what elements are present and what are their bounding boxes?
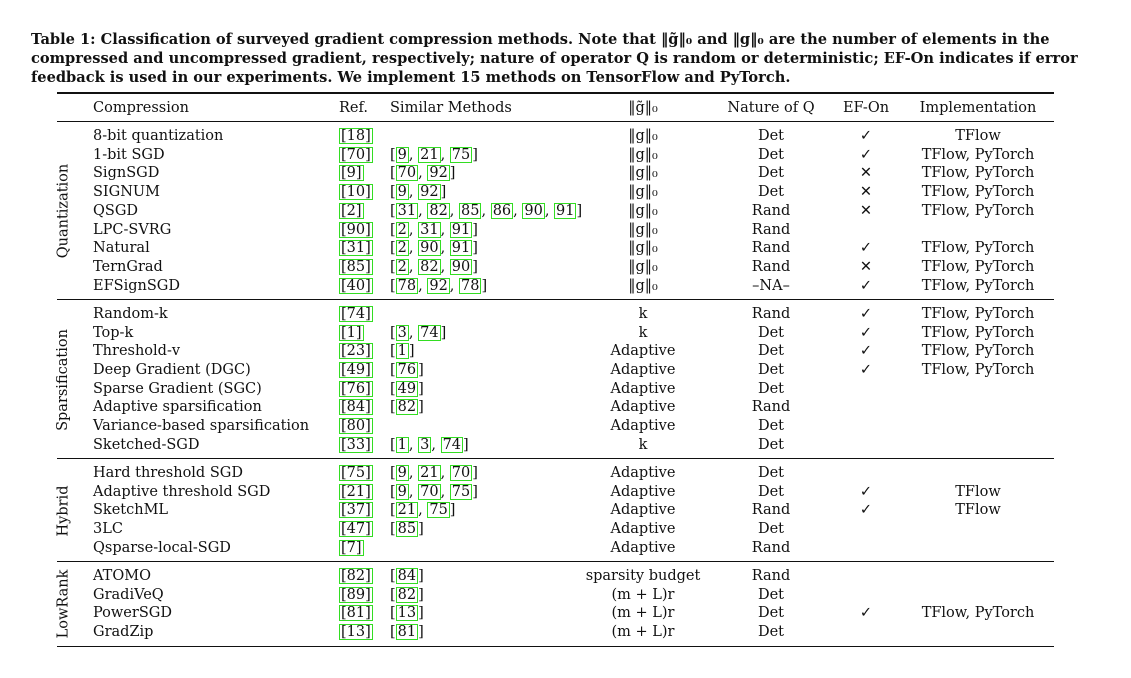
citation-link[interactable]: 3 (397, 324, 407, 341)
col-header-nature-of-q: Nature of Q (727, 100, 815, 116)
ref-citation (339, 539, 364, 557)
method-name: SIGNUM (93, 184, 160, 201)
compressed-size: (m + L)r (611, 605, 675, 622)
col-header-similar-methods: Similar Methods (390, 100, 512, 116)
citation-link[interactable]: 13 (397, 605, 417, 622)
method-name: GradZip (93, 624, 154, 640)
ref-citation (339, 164, 364, 182)
nature-of-q: Det (757, 418, 785, 434)
similar-methods: [ 9 , 21 , 70 ] (390, 464, 478, 481)
method-name: 8-bit quantization (93, 128, 224, 144)
nature-of-q: Rand (751, 399, 791, 416)
citation-link[interactable]: 75 (451, 483, 471, 500)
similar-methods: [ 2 , 90 , 91 ] (390, 240, 478, 257)
citation-link[interactable]: 91 (451, 240, 471, 257)
similar-methods: [ 9 , 92 ] (390, 184, 447, 201)
compressed-size: ‖g‖₀ (628, 258, 658, 275)
citation-link[interactable]: 82 (397, 586, 417, 603)
citation-link[interactable]: [82] (341, 567, 371, 584)
implementation: TFlow, PyTorch (921, 202, 1035, 219)
nature-of-q: Det (757, 586, 785, 603)
citation-link[interactable]: 85 (397, 521, 417, 537)
method-name: SignSGD (93, 165, 160, 182)
compressed-size: ‖g‖₀ (628, 184, 658, 201)
ref-citation (339, 277, 373, 295)
compressed-size: Adaptive (610, 399, 676, 416)
nature-of-q: Det (757, 605, 785, 622)
implementation: TFlow (955, 483, 1001, 500)
method-name: Hard threshold SGD (93, 464, 243, 481)
implementation: TFlow (955, 502, 1001, 519)
nature-of-q: Det (757, 361, 785, 378)
method-name: Random-k (93, 305, 168, 322)
method-name: 1-bit SGD (93, 146, 165, 163)
method-name: QSGD (93, 202, 139, 219)
citation-link[interactable]: 2 (397, 221, 407, 238)
citation-link[interactable]: 90 (420, 240, 439, 257)
citation-link[interactable]: 92 (420, 184, 439, 201)
similar-methods: [ 70 , 92 ] (390, 165, 456, 182)
citation-link[interactable]: [21] (341, 483, 371, 500)
check-icon: ✓ (859, 277, 873, 294)
similar-methods: [ 84 ] (390, 567, 424, 584)
implementation: TFlow, PyTorch (921, 361, 1035, 378)
method-name: 3LC (93, 521, 123, 537)
top-rule (57, 92, 1054, 94)
group-label: Hybrid (55, 485, 72, 537)
compressed-size: ‖g‖₀ (628, 277, 658, 294)
citation-link[interactable]: 21 (420, 464, 439, 481)
ref-citation (339, 567, 373, 585)
citation-link[interactable]: 9 (397, 483, 407, 500)
ref-citation (339, 305, 373, 323)
compressed-size: sparsity budget (585, 567, 701, 584)
citation-link[interactable]: 91 (451, 221, 471, 238)
check-icon: ✓ (859, 305, 873, 322)
table-caption: Table 1: Classification of surveyed gradient compression methods. Note that ‖g̃‖₀ and ‖g‖₀ are the number of elements in the compressed and uncompressed gradient, respectively; nature of operator Q is random or deterministic; EF-On indicates if error feedback is used in our experiments. We implement 15 methods on TensorFlow and PyTorch. (31, 31, 1078, 86)
ref-citation (339, 183, 373, 201)
citation-link[interactable]: 90 (451, 258, 471, 275)
similar-methods: [ 3 , 74 ] (390, 324, 447, 341)
nature-of-q: –NA– (752, 277, 790, 294)
citation-link[interactable]: 82 (397, 399, 417, 416)
col-header-compressed-size: ‖g̃‖₀ (628, 100, 658, 116)
citation-link[interactable]: 81 (397, 624, 417, 640)
citation-link[interactable]: [40] (341, 277, 371, 294)
method-name: Sketched-SGD (93, 436, 200, 453)
ref-citation (339, 258, 373, 276)
col-header-implementation: Implementation (919, 100, 1037, 116)
ref-citation (339, 483, 373, 501)
group-rule (57, 458, 1054, 459)
nature-of-q: Det (757, 324, 785, 341)
citation-link[interactable]: 91 (556, 202, 575, 219)
compressed-size: k (638, 436, 648, 453)
ref-citation (339, 324, 364, 342)
group-rule (57, 561, 1054, 562)
col-header-ref: Ref. (339, 100, 368, 116)
nature-of-q: Rand (751, 221, 791, 238)
implementation: TFlow, PyTorch (921, 305, 1035, 322)
citation-link[interactable]: 84 (397, 567, 417, 584)
method-name: SketchML (93, 502, 169, 519)
ref-citation (339, 239, 373, 257)
method-name: Deep Gradient (DGC) (93, 361, 251, 378)
compressed-size: k (638, 324, 648, 341)
ref-citation (339, 221, 373, 239)
citation-link[interactable]: 49 (397, 380, 417, 397)
group-label: Sparsification (55, 328, 71, 431)
method-name: Variance-based sparsification (93, 418, 310, 434)
citation-link[interactable]: [37] (341, 502, 371, 519)
citation-link[interactable]: [1] (341, 324, 362, 341)
nature-of-q: Det (757, 128, 785, 144)
ref-citation (339, 342, 373, 360)
citation-link[interactable]: 1 (397, 436, 407, 453)
compressed-size: ‖g‖₀ (628, 240, 658, 257)
bottom-rule (57, 646, 1054, 648)
header-rule (57, 121, 1054, 122)
similar-methods: [ 76 ] (390, 361, 424, 378)
compressed-size: ‖g‖₀ (628, 202, 658, 219)
similar-methods: [ 9 , 70 , 75 ] (390, 483, 478, 500)
col-header-ef-on: EF-On (842, 100, 890, 116)
nature-of-q: Det (757, 146, 785, 163)
ref-citation (339, 623, 373, 641)
citation-link[interactable]: 21 (420, 146, 439, 163)
method-name: TernGrad (93, 258, 163, 275)
citation-link[interactable]: 82 (420, 258, 439, 275)
nature-of-q: Rand (751, 502, 791, 519)
check-icon: ✓ (859, 343, 873, 360)
compressed-size: Adaptive (610, 483, 676, 500)
method-name: Adaptive threshold SGD (93, 483, 271, 500)
implementation: TFlow, PyTorch (921, 343, 1035, 360)
check-icon: ✓ (859, 146, 873, 163)
similar-methods: [ 1 ] (390, 343, 415, 360)
citation-link[interactable]: [23] (341, 343, 371, 360)
citation-link[interactable]: 75 (451, 146, 471, 163)
similar-methods: [ 82 ] (390, 399, 424, 416)
ref-citation (339, 417, 373, 435)
compressed-size: ‖g‖₀ (628, 165, 658, 182)
method-name: LPC-SVRG (93, 221, 172, 238)
check-icon: ✓ (859, 483, 873, 500)
nature-of-q: Det (757, 464, 785, 481)
cross-icon: ✕ (859, 184, 873, 201)
similar-methods: [ 85 ] (390, 521, 424, 537)
implementation: TFlow, PyTorch (921, 324, 1035, 341)
citation-link[interactable]: 75 (429, 502, 448, 519)
citation-link[interactable]: 1 (397, 343, 407, 360)
col-header-compression: Compression (93, 100, 189, 116)
nature-of-q: Det (757, 521, 785, 537)
citation-link[interactable]: 9 (397, 464, 407, 481)
citation-link[interactable]: [80] (341, 418, 371, 434)
citation-link[interactable]: [13] (341, 624, 371, 640)
ref-citation (339, 398, 373, 416)
cross-icon: ✕ (859, 165, 873, 182)
nature-of-q: Rand (751, 539, 791, 556)
compressed-size: Adaptive (610, 343, 676, 360)
method-name: GradiVeQ (93, 586, 164, 603)
implementation: TFlow, PyTorch (921, 240, 1035, 257)
implementation: TFlow, PyTorch (921, 258, 1035, 275)
ref-citation (339, 127, 373, 145)
citation-link[interactable]: [84] (341, 399, 371, 416)
citation-link[interactable]: 74 (420, 324, 439, 341)
similar-methods: [ 21 , 75 ] (390, 502, 456, 519)
method-name: Natural (93, 240, 150, 257)
citation-link[interactable]: 3 (420, 436, 430, 453)
citation-link[interactable]: 21 (397, 502, 417, 519)
similar-methods: [ 13 ] (390, 605, 424, 622)
citation-link[interactable]: 31 (420, 221, 439, 238)
compressed-size: Adaptive (610, 521, 676, 537)
citation-link[interactable]: [18] (341, 128, 371, 144)
citation-link[interactable]: [90] (341, 221, 371, 238)
compressed-size: (m + L)r (611, 586, 675, 603)
citation-link[interactable]: 76 (397, 361, 417, 378)
nature-of-q: Det (757, 380, 785, 397)
compressed-size: Adaptive (610, 502, 676, 519)
method-name: Adaptive sparsification (93, 399, 262, 416)
nature-of-q: Det (757, 483, 785, 500)
check-icon: ✓ (859, 361, 873, 378)
nature-of-q: Det (757, 436, 785, 453)
ref-citation (339, 380, 373, 398)
citation-link[interactable]: [10] (341, 184, 371, 201)
nature-of-q: Rand (751, 305, 791, 322)
citation-link[interactable]: [9] (341, 165, 362, 182)
citation-link[interactable]: [81] (341, 605, 371, 622)
compressed-size: ‖g‖₀ (628, 128, 658, 144)
citation-link[interactable]: [76] (341, 380, 371, 397)
nature-of-q: Det (757, 184, 785, 201)
ref-citation (339, 501, 373, 519)
citation-link[interactable]: 70 (420, 483, 439, 500)
compressed-size: ‖g‖₀ (628, 146, 658, 163)
compressed-size: k (638, 305, 648, 322)
implementation: TFlow (955, 128, 1001, 144)
group-label: LowRank (55, 569, 72, 639)
citation-link[interactable]: 85 (461, 202, 480, 219)
group-rule (57, 299, 1054, 300)
implementation: TFlow, PyTorch (921, 605, 1035, 622)
compressed-size: Adaptive (610, 464, 676, 481)
check-icon: ✓ (859, 502, 873, 519)
nature-of-q: Det (757, 624, 785, 640)
similar-methods: [ 1 , 3 , 74 ] (390, 436, 469, 453)
implementation: TFlow, PyTorch (921, 277, 1035, 294)
similar-methods: [ 31 , 82 , 85 , 86 , 90 , 91 ] (390, 202, 583, 219)
citation-link[interactable]: [31] (341, 240, 371, 257)
similar-methods: [ 49 ] (390, 380, 424, 397)
citation-link[interactable]: [89] (341, 586, 371, 603)
citation-link[interactable]: [33] (341, 436, 371, 453)
ref-citation (339, 464, 373, 482)
implementation: TFlow, PyTorch (921, 146, 1035, 163)
method-name: Qsparse-local-SGD (93, 539, 231, 556)
method-name: Top-k (93, 324, 134, 341)
nature-of-q: Rand (751, 258, 791, 275)
compressed-size: Adaptive (610, 361, 676, 378)
citation-link[interactable]: 92 (429, 165, 448, 182)
citation-link[interactable]: 31 (397, 202, 417, 219)
similar-methods: [ 2 , 82 , 90 ] (390, 258, 478, 275)
citation-link[interactable]: [47] (341, 521, 371, 537)
citation-link[interactable]: [2] (341, 202, 362, 219)
ref-citation (339, 604, 373, 622)
ref-citation (339, 586, 373, 604)
citation-link[interactable]: 70 (397, 165, 417, 182)
nature-of-q: Rand (751, 202, 791, 219)
compressed-size: ‖g‖₀ (628, 221, 658, 238)
citation-link[interactable]: 9 (397, 184, 407, 201)
compressed-size: (m + L)r (611, 624, 675, 640)
citation-link[interactable]: 78 (461, 277, 480, 294)
check-icon: ✓ (859, 605, 873, 622)
nature-of-q: Rand (751, 567, 791, 584)
cross-icon: ✕ (859, 258, 873, 275)
nature-of-q: Rand (751, 240, 791, 257)
cross-icon: ✕ (859, 202, 873, 219)
citation-link[interactable]: 2 (397, 258, 407, 275)
ref-citation (339, 202, 364, 220)
implementation: TFlow, PyTorch (921, 184, 1035, 201)
citation-link[interactable]: 90 (524, 202, 543, 219)
similar-methods: [ 9 , 21 , 75 ] (390, 146, 478, 163)
citation-link[interactable]: [75] (341, 464, 371, 481)
ref-citation (339, 361, 373, 379)
ref-citation (339, 146, 373, 164)
citation-link[interactable]: 82 (429, 202, 448, 219)
citation-link[interactable]: 74 (442, 436, 462, 453)
citation-link[interactable]: 86 (492, 202, 512, 219)
ref-citation (339, 520, 373, 538)
similar-methods: [ 2 , 31 , 91 ] (390, 221, 478, 238)
check-icon: ✓ (859, 240, 873, 257)
method-name: Threshold-v (93, 343, 181, 360)
nature-of-q: Det (757, 343, 785, 360)
implementation: TFlow, PyTorch (921, 165, 1035, 182)
method-name: Sparse Gradient (SGC) (93, 380, 262, 397)
compressed-size: Adaptive (610, 418, 676, 434)
citation-link[interactable]: [85] (341, 258, 371, 275)
citation-link[interactable]: [70] (341, 146, 371, 163)
method-name: EFSignSGD (93, 277, 180, 294)
method-name: PowerSGD (93, 605, 172, 622)
similar-methods: [ 81 ] (390, 624, 424, 640)
citation-link[interactable]: 9 (397, 146, 407, 163)
similar-methods: [ 78 , 92 , 78 ] (390, 277, 488, 294)
group-label: Quantization (55, 163, 71, 259)
check-icon: ✓ (859, 324, 873, 341)
similar-methods: [ 82 ] (390, 586, 424, 603)
citation-link[interactable]: 70 (451, 464, 471, 481)
citation-link[interactable]: [49] (341, 361, 371, 378)
ref-citation (339, 436, 373, 454)
citation-link[interactable]: 78 (397, 277, 417, 294)
compressed-size: Adaptive (610, 539, 676, 556)
citation-link[interactable]: 92 (429, 277, 448, 294)
citation-link[interactable]: [74] (341, 305, 371, 322)
nature-of-q: Det (757, 165, 785, 182)
check-icon: ✓ (859, 128, 873, 144)
citation-link[interactable]: 2 (397, 240, 407, 257)
method-name: ATOMO (93, 567, 151, 584)
compressed-size: Adaptive (610, 380, 676, 397)
citation-link[interactable]: [7] (341, 539, 362, 556)
